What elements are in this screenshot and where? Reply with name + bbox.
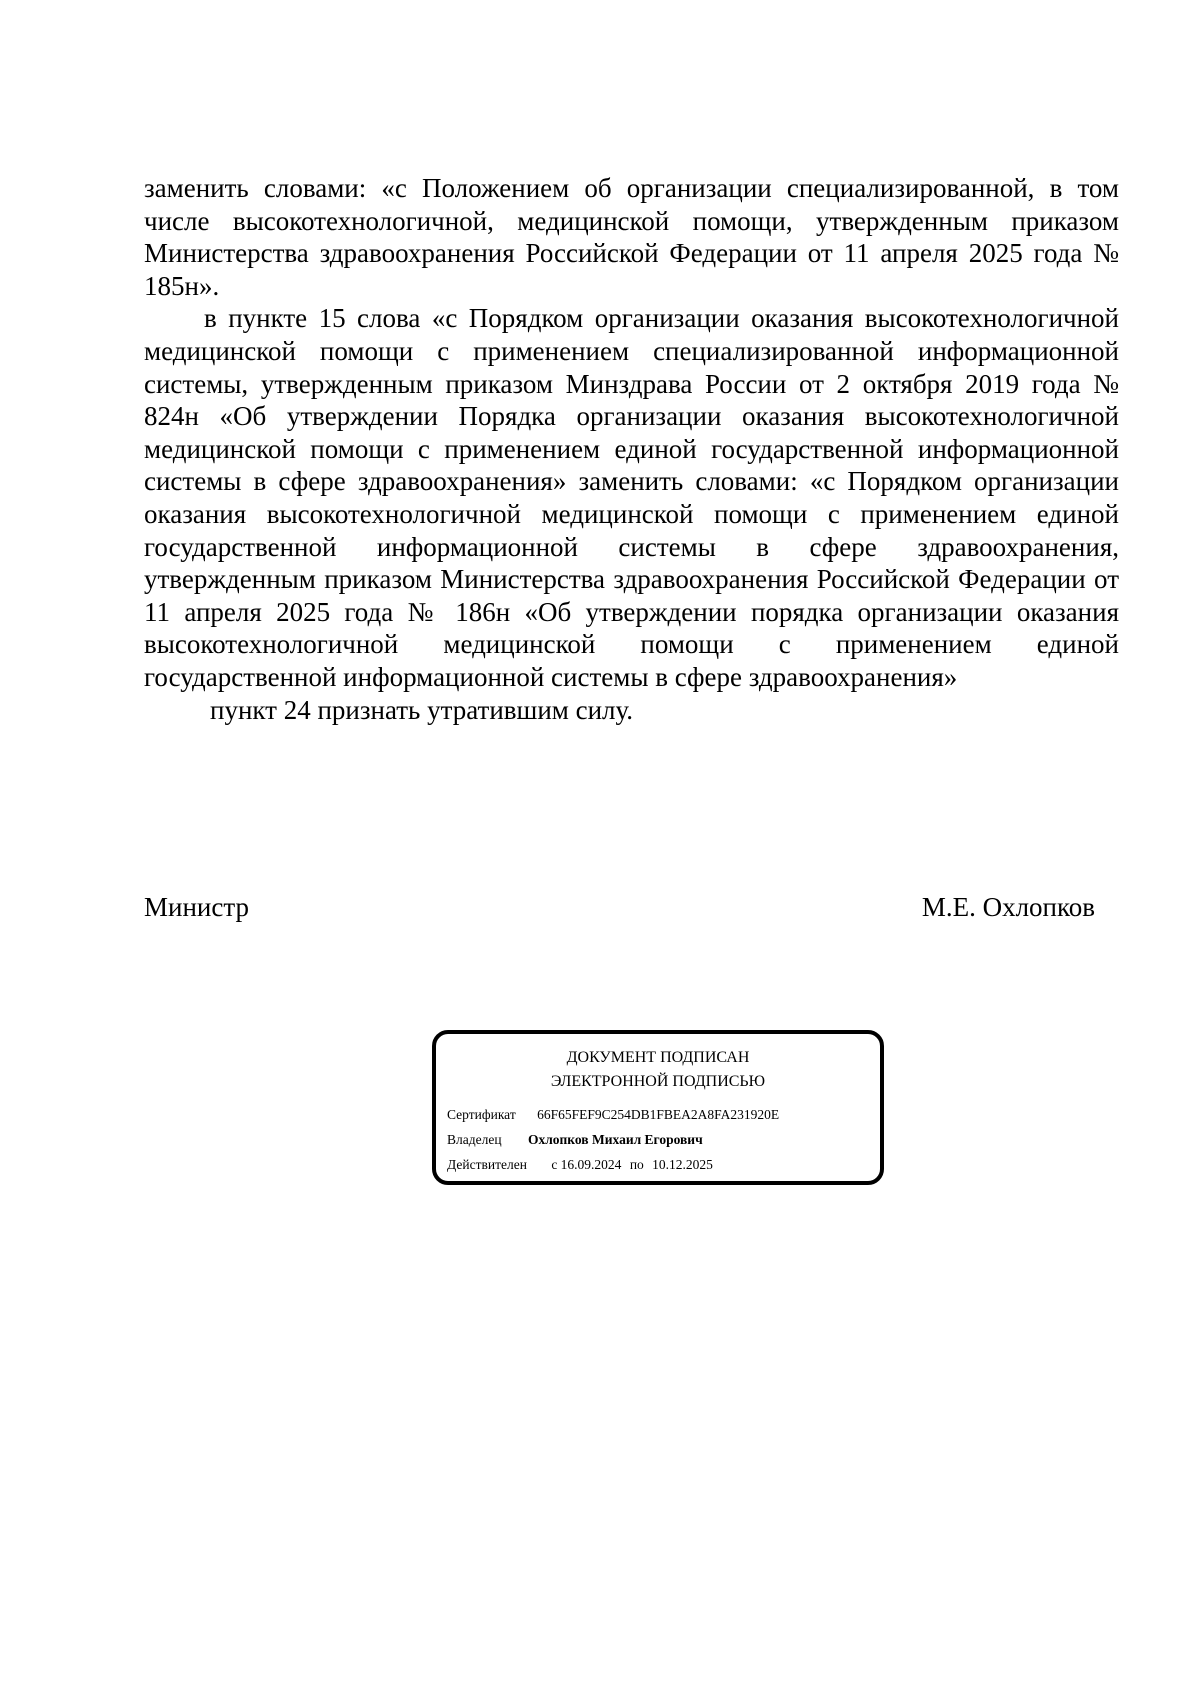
stamp-title — [436, 1046, 880, 1094]
stamp-owner-row — [447, 1131, 703, 1149]
certificate-label: Сертификат — [447, 1107, 516, 1122]
signatory-title: Министр — [144, 892, 249, 922]
paragraph-item-15: в пункте 15 слова «с Порядком организации оказания высокотехнологичной медицинской помощи с применением специализированной информационной системы, утвержденным приказом Минздрава России от 2 октября 2019 года № 824н «Об утверждении Порядка организации оказания высокотехнологичной медицинской помощи с применением единой государственной информационной системы в сфере здравоохранения» заменить словами: «с Порядком организации оказания высокотехнологичной медицинской помощи с применением единой государственной информационной системы в сфере здравоохранения, утвержденным приказом Министерства здравоохранения Российской Федерации от 11 апреля 2025 года № 186н «Об утверждении порядка организации оказания высокотехнологичной медицинской помощи с применением единой государственной информационной системы в сфере здравоохранения» — [144, 303, 1119, 692]
electronic-signature-stamp — [432, 1030, 884, 1185]
signature-row — [144, 891, 1095, 923]
stamp-title-line2: ЭЛЕКТРОННОЙ ПОДПИСЬЮ — [550, 1073, 766, 1090]
valid-label: Действителен — [447, 1157, 527, 1172]
stamp-validity-row — [447, 1156, 713, 1174]
paragraph-item-24: пункт 24 признать утратившим силу. — [210, 694, 634, 725]
valid-to: 10.12.2025 — [652, 1157, 713, 1172]
paragraph-replacement-1: заменить словами: «с Положением об организации специализированной, в том числе высокотехнологичной, медицинской помощи, утвержденным приказом Министерства здравоохранения Российской Федерации от 11 апреля 2025 года № 185н». — [144, 173, 1119, 301]
stamp-certificate-row — [447, 1106, 779, 1124]
owner-label: Владелец — [447, 1132, 502, 1147]
certificate-value: 66F65FEF9C254DB1FBEA2A8FA231920E — [537, 1107, 780, 1122]
valid-from: с 16.09.2024 — [551, 1157, 622, 1172]
stamp-title-line1: ДОКУМЕНТ ПОДПИСАН — [566, 1049, 750, 1066]
valid-to-prefix: по — [629, 1157, 644, 1172]
owner-value: Охлопков Михаил Егорович — [527, 1132, 703, 1147]
document-body — [144, 172, 1119, 726]
signatory-name: М.Е. Охлопков — [921, 892, 1095, 922]
